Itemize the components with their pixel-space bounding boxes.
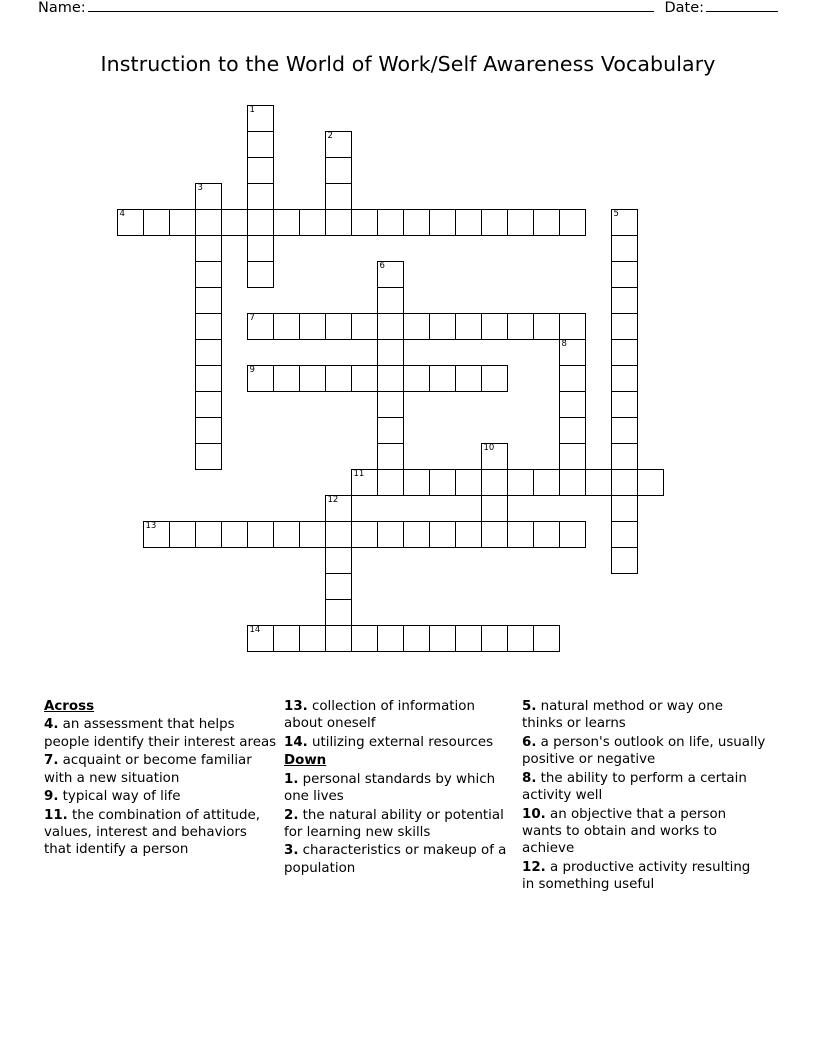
grid-cell-number: 1 (249, 104, 255, 115)
crossword-grid (0, 105, 816, 695)
grid-cell[interactable] (351, 365, 378, 392)
grid-cell-numbered[interactable] (481, 443, 508, 470)
grid-cell[interactable] (611, 495, 638, 522)
clue-number: 10. (522, 806, 546, 822)
grid-cell[interactable] (377, 391, 404, 418)
grid-cell[interactable] (247, 521, 274, 548)
grid-cell-numbered[interactable] (325, 495, 352, 522)
grid-cell-number: 3 (197, 182, 203, 193)
grid-cell[interactable] (507, 469, 534, 496)
grid-cell[interactable] (195, 443, 222, 470)
clue-number: 14. (284, 734, 308, 750)
clue-text: utilizing external resources (307, 734, 494, 750)
grid-cell-numbered[interactable] (247, 625, 274, 652)
grid-cell[interactable] (507, 521, 534, 548)
grid-cell[interactable] (455, 365, 482, 392)
grid-cell[interactable] (559, 443, 586, 470)
grid-cell[interactable] (195, 417, 222, 444)
grid-cell[interactable] (299, 625, 326, 652)
grid-cell[interactable] (403, 625, 430, 652)
grid-cell[interactable] (559, 521, 586, 548)
grid-cell[interactable] (403, 365, 430, 392)
grid-cell[interactable] (377, 365, 404, 392)
grid-cell-number: 14 (249, 624, 261, 635)
grid-cell[interactable] (247, 261, 274, 288)
grid-cell[interactable] (559, 417, 586, 444)
grid-cell[interactable] (325, 209, 352, 236)
clue-text: characteristics or makeup of a population (284, 843, 507, 876)
grid-cell[interactable] (195, 339, 222, 366)
grid-cell[interactable] (455, 521, 482, 548)
grid-cell[interactable] (247, 183, 274, 210)
grid-cell[interactable] (481, 365, 508, 392)
grid-cell[interactable] (325, 547, 352, 574)
grid-cell[interactable] (533, 209, 560, 236)
clue-number: 7. (44, 753, 59, 769)
grid-cell-numbered[interactable] (325, 131, 352, 158)
grid-cell[interactable] (377, 469, 404, 496)
grid-cell[interactable] (611, 443, 638, 470)
clue-text: the natural ability or potential for learning new skills (284, 807, 504, 840)
grid-cell-numbered[interactable] (195, 183, 222, 210)
grid-cell[interactable] (273, 313, 300, 340)
grid-cell[interactable] (273, 625, 300, 652)
clue-number: 2. (284, 807, 299, 823)
grid-cell[interactable] (481, 521, 508, 548)
grid-cell[interactable] (533, 469, 560, 496)
grid-cell-number: 6 (379, 260, 385, 271)
grid-cell[interactable] (377, 443, 404, 470)
grid-cell[interactable] (611, 391, 638, 418)
grid-cell-numbered[interactable] (611, 209, 638, 236)
grid-cell[interactable] (377, 313, 404, 340)
clue-number: 3. (284, 843, 299, 859)
clue-text: the combination of attitude, values, interest and behaviors that identify a person (44, 807, 260, 858)
grid-cell[interactable] (637, 469, 664, 496)
grid-cell[interactable] (403, 469, 430, 496)
clue-number: 12. (522, 859, 546, 875)
grid-cell[interactable] (481, 209, 508, 236)
grid-cell[interactable] (429, 521, 456, 548)
clue-text: the ability to perform a certain activity well (522, 770, 747, 804)
clue-number: 8. (522, 770, 537, 786)
grid-cell[interactable] (585, 469, 612, 496)
grid-cell[interactable] (559, 365, 586, 392)
clue-across-11 (44, 807, 278, 859)
clue-across-7 (44, 752, 278, 787)
grid-cell-numbered[interactable] (351, 469, 378, 496)
grid-cell[interactable] (429, 313, 456, 340)
grid-cell-number: 10 (483, 442, 495, 453)
grid-cell[interactable] (325, 599, 352, 626)
grid-cell-number: 9 (249, 364, 255, 375)
down-heading: Down (284, 753, 327, 769)
grid-cell[interactable] (611, 313, 638, 340)
grid-cell-numbered[interactable] (377, 261, 404, 288)
grid-cell[interactable] (273, 209, 300, 236)
clue-down-8 (522, 770, 766, 805)
clue-across-14 (284, 734, 516, 751)
name-date-header (38, 0, 778, 28)
grid-cell[interactable] (247, 131, 274, 158)
grid-cell[interactable] (429, 209, 456, 236)
grid-cell[interactable] (455, 313, 482, 340)
grid-cell[interactable] (325, 183, 352, 210)
clue-text: collection of information about oneself (284, 699, 475, 732)
clue-column-3 (522, 698, 772, 895)
clue-number: 13. (284, 699, 308, 714)
grid-cell[interactable] (507, 209, 534, 236)
grid-cell-numbered[interactable] (247, 313, 274, 340)
clue-down-6 (522, 734, 766, 769)
grid-cell[interactable] (481, 469, 508, 496)
grid-cell[interactable] (325, 313, 352, 340)
grid-cell[interactable] (403, 209, 430, 236)
clue-down-10 (522, 806, 766, 858)
grid-cell[interactable] (195, 365, 222, 392)
clues-area (44, 698, 784, 895)
grid-cell[interactable] (429, 365, 456, 392)
clue-number: 1. (284, 771, 299, 787)
grid-cell[interactable] (299, 365, 326, 392)
clue-down-12 (522, 859, 766, 894)
clue-down-5 (522, 698, 766, 733)
grid-cell[interactable] (299, 521, 326, 548)
grid-cell[interactable] (377, 521, 404, 548)
grid-cell[interactable] (611, 469, 638, 496)
clue-text: personal standards by which one lives (284, 771, 496, 805)
grid-cell[interactable] (559, 209, 586, 236)
grid-cell-number: 8 (561, 338, 567, 349)
date-label: Date: (664, 0, 704, 16)
grid-cell[interactable] (299, 209, 326, 236)
grid-cell-numbered[interactable] (143, 521, 170, 548)
grid-cell[interactable] (559, 469, 586, 496)
grid-cell[interactable] (455, 469, 482, 496)
grid-cell[interactable] (403, 521, 430, 548)
grid-cell[interactable] (325, 157, 352, 184)
grid-cell-number: 5 (613, 208, 619, 219)
clue-across-9 (44, 788, 278, 805)
grid-cell[interactable] (403, 313, 430, 340)
clue-text: acquaint or become familiar with a new situation (44, 753, 252, 786)
grid-cell[interactable] (195, 391, 222, 418)
grid-cell[interactable] (611, 261, 638, 288)
grid-cell[interactable] (429, 625, 456, 652)
clue-number: 9. (44, 789, 59, 805)
grid-cell[interactable] (299, 313, 326, 340)
grid-cell[interactable] (377, 417, 404, 444)
grid-cell-numbered[interactable] (247, 365, 274, 392)
grid-cell[interactable] (507, 625, 534, 652)
grid-cell[interactable] (611, 521, 638, 548)
grid-cell-number: 4 (119, 208, 125, 219)
grid-cell[interactable] (533, 313, 560, 340)
grid-cell[interactable] (533, 625, 560, 652)
clue-number: 11. (44, 807, 68, 823)
grid-cell[interactable] (611, 365, 638, 392)
grid-cell[interactable] (247, 235, 274, 262)
grid-cell[interactable] (351, 313, 378, 340)
grid-cell[interactable] (195, 521, 222, 548)
clue-down-1 (284, 771, 516, 806)
grid-cell[interactable] (559, 313, 586, 340)
clue-column-2 (284, 698, 522, 895)
grid-cell[interactable] (611, 287, 638, 314)
grid-cell-number: 13 (145, 520, 157, 531)
grid-cell[interactable] (221, 521, 248, 548)
grid-cell[interactable] (325, 625, 352, 652)
clue-text: natural method or way one thinks or learns (522, 699, 723, 732)
grid-cell[interactable] (169, 521, 196, 548)
grid-cell[interactable] (455, 209, 482, 236)
grid-cell-numbered[interactable] (247, 105, 274, 132)
clue-text: a productive activity resulting in something useful (522, 859, 751, 893)
grid-cell[interactable] (195, 261, 222, 288)
clue-across-13 (284, 698, 516, 733)
clue-across-4 (44, 716, 278, 751)
name-label: Name: (38, 0, 86, 16)
grid-cell[interactable] (247, 157, 274, 184)
clue-number: 5. (522, 699, 537, 714)
grid-cell[interactable] (169, 209, 196, 236)
grid-cell[interactable] (481, 625, 508, 652)
grid-cell[interactable] (481, 495, 508, 522)
grid-cell[interactable] (195, 287, 222, 314)
clue-number: 6. (522, 734, 537, 750)
grid-cell-number: 7 (249, 312, 255, 323)
grid-cell[interactable] (325, 521, 352, 548)
name-write-line (88, 0, 655, 12)
grid-cell[interactable] (559, 391, 586, 418)
page-title: Instruction to the World of Work/Self Awareness Vocabulary (100, 52, 716, 76)
clue-number: 4. (44, 717, 59, 733)
grid-cell-numbered[interactable] (559, 339, 586, 366)
across-heading: Across (44, 699, 95, 714)
grid-cell[interactable] (195, 313, 222, 340)
grid-cell-number: 11 (353, 468, 365, 479)
grid-cell[interactable] (195, 235, 222, 262)
grid-cell[interactable] (611, 547, 638, 574)
grid-cell[interactable] (377, 287, 404, 314)
grid-cell[interactable] (221, 209, 248, 236)
grid-cell-number: 2 (327, 130, 333, 141)
grid-cell-number: 12 (327, 494, 339, 505)
grid-cell[interactable] (611, 417, 638, 444)
clue-text: an objective that a person wants to obtain and works to achieve (522, 806, 727, 857)
grid-cell[interactable] (325, 365, 352, 392)
date-write-line (706, 0, 778, 12)
grid-cell[interactable] (455, 625, 482, 652)
clue-text: typical way of life (58, 789, 181, 805)
grid-cell[interactable] (429, 469, 456, 496)
clue-text: a person's outlook on life, usually positive or negative (522, 734, 766, 768)
grid-cell[interactable] (351, 209, 378, 236)
clue-down-2 (284, 807, 516, 842)
grid-cell[interactable] (377, 339, 404, 366)
grid-cell[interactable] (377, 625, 404, 652)
grid-cell[interactable] (507, 313, 534, 340)
grid-cell[interactable] (273, 365, 300, 392)
grid-cell[interactable] (611, 339, 638, 366)
grid-cell[interactable] (533, 521, 560, 548)
grid-cell-numbered[interactable] (117, 209, 144, 236)
grid-cell[interactable] (377, 209, 404, 236)
clue-column-1 (44, 698, 284, 895)
grid-cell[interactable] (325, 573, 352, 600)
grid-cell[interactable] (273, 521, 300, 548)
clue-down-3 (284, 842, 516, 877)
grid-cell[interactable] (143, 209, 170, 236)
grid-cell[interactable] (481, 313, 508, 340)
grid-cell[interactable] (351, 625, 378, 652)
grid-cell[interactable] (195, 209, 222, 236)
grid-cell[interactable] (611, 235, 638, 262)
clue-text: an assessment that helps people identify their interest areas (44, 717, 277, 750)
grid-cell[interactable] (351, 521, 378, 548)
grid-cell[interactable] (247, 209, 274, 236)
